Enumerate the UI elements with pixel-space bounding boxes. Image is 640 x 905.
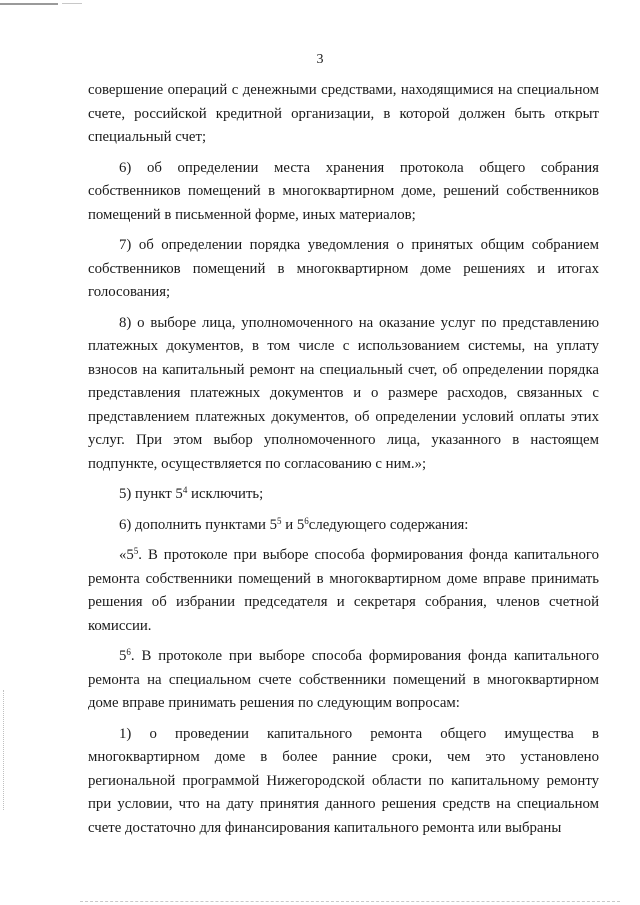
scan-edge-mark [62, 3, 82, 4]
text-run: 5 [119, 648, 127, 664]
text-run: 5) пункт 5 [119, 486, 183, 502]
superscript: 5 [133, 546, 139, 556]
scan-edge-mark [3, 690, 5, 810]
superscript: 6 [304, 515, 309, 526]
scan-edge-mark [80, 901, 620, 903]
text-run: . В протоколе при выборе способа формирования фонда капитального ремонта собственники помещений в многоквартирном доме вправе принимать решения об избрании председателя и секретаря собрания, членов счетной комиссии. [88, 547, 599, 634]
paragraph-subitem-1: 1) о проведении капитального ремонта общего имущества в многоквартирном доме в более ранние сроки, чем это установлено региональной программой Нижегородской области по капитальному ремонту при условии, что на дату принятия данного решения средств на специальном счете достаточно для финансирования капитального ремонта или выбраны [88, 725, 599, 836]
paragraph-item-7: 7) об определении порядка уведомления о принятых общим собранием собственников помещений в многоквартирном доме решениях и итогах голосования; [88, 237, 599, 300]
page-number: 3 [316, 52, 324, 67]
text-run: исключить; [187, 486, 264, 502]
document-body [88, 79, 599, 840]
paragraph-item-8: 8) о выборе лица, уполномоченного на оказание услуг по представлению платежных документов, в том числе с использованием системы, на уплату взносов на капитальный ремонт на специальный счет, об определении порядка представления платежных документов и о размере расходов, связанных с представлением платежных документов, об определении условий оплаты этих услуг. При этом выбор уполномоченного лица, указанного в настоящем подпункте, осуществляется по согласованию с ним.»; [88, 314, 599, 472]
text-run: и 5 [281, 516, 305, 533]
text-run: следующего содержания: [308, 516, 469, 533]
paragraph-point-5 [88, 483, 599, 507]
scan-edge-mark [0, 3, 58, 5]
paragraph-item-5-5 [88, 544, 599, 638]
text-run: 6) дополнить пунктами 5 [119, 516, 278, 533]
paragraph-item-5-6 [88, 645, 599, 716]
text-run: «5 [119, 547, 134, 563]
superscript: 4 [182, 485, 188, 495]
paragraph-continuation: совершение операций с денежными средствами, находящимися на специальном счете, российской кредитной организации, в которой должен быть открыт специальный счет; [88, 82, 599, 145]
text-run: . В протоколе при выборе способа формирования фонда капитального ремонта на специальном счете собственники помещений в многоквартирном доме вправе принимать решения по следующим вопросам: [88, 648, 599, 711]
superscript: 5 [277, 515, 282, 526]
paragraph-point-6 [88, 514, 599, 538]
superscript: 6 [126, 647, 131, 657]
paragraph-item-6: 6) об определении места хранения протокола общего собрания собственников помещений в многоквартирном доме, решений собственников помещений в письменной форме, иных материалов; [88, 159, 599, 223]
